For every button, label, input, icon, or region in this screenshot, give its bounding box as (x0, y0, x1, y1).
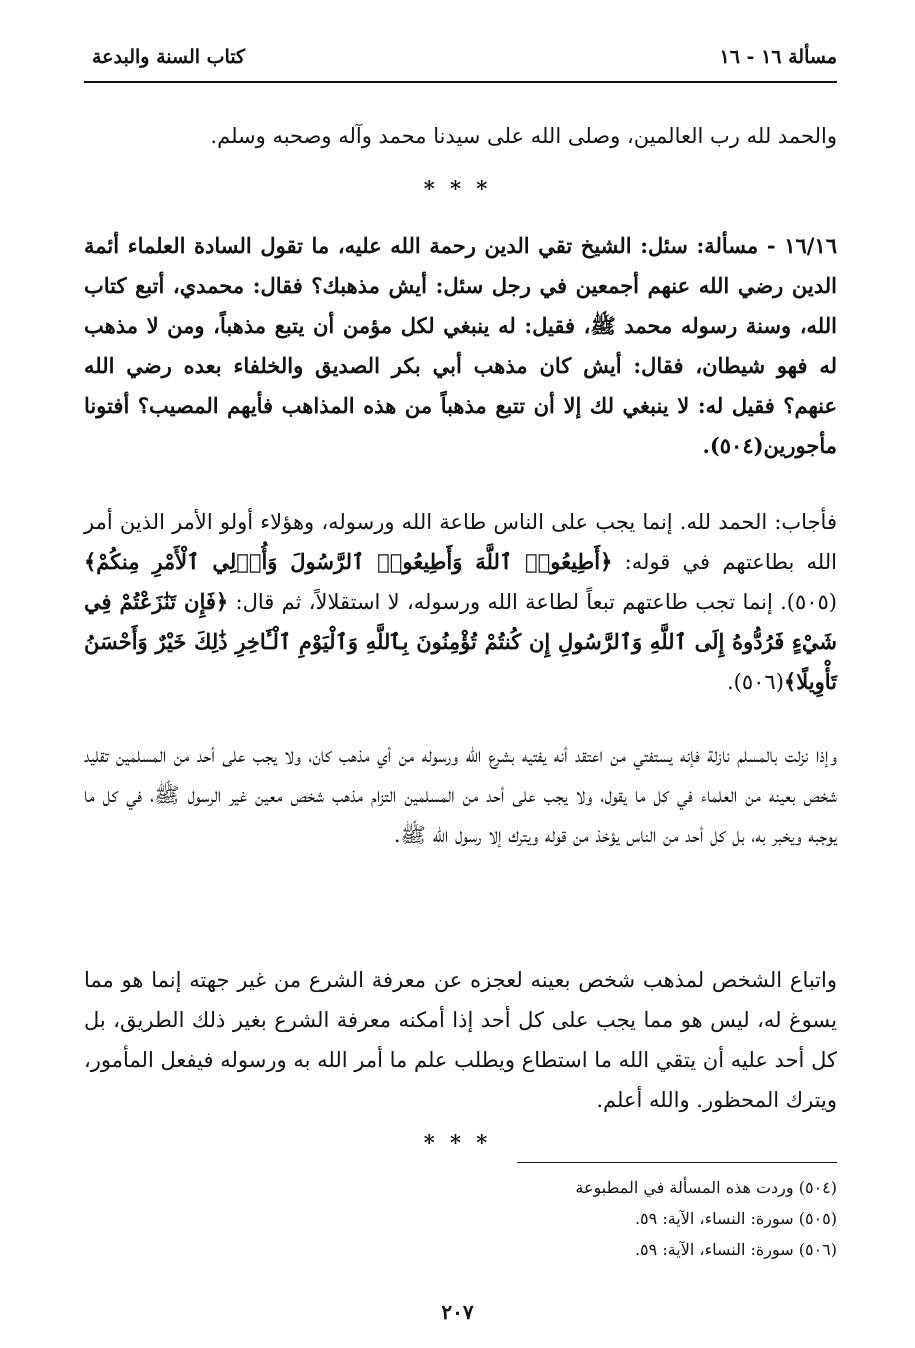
separator-bottom: * * * (423, 1130, 492, 1155)
header-rule (84, 81, 837, 83)
answer-end: (٥٠٦). (727, 670, 784, 694)
footnote-505: (٥٠٥) سورة: النساء، الآية: ٥٩. (634, 1209, 837, 1228)
answer-paragraph (84, 502, 837, 702)
paragraph-3: واتباع الشخص لمذهب شخص بعينه لعجزه عن معرفة الشرع من غير جهته إنما هو مما يسوغ له، ليس هو مما يجب على كل أحد إذا أمكنه معرفة الشرع بغير ذلك الطريق، بل كل أحد عليه أن يتقي الله ما استطاع ويطلب علم ما أمر الله به ورسوله فيفعل المأمور، ويترك المحظور. والله أعلم. (84, 968, 837, 1112)
answer-lead: فأجاب: الحمد لله. إنما يجب على الناس طاعة الله ورسوله، وهؤلاء أولو الأمر الذين أمر الله بطاعتهم في قوله: (84, 510, 837, 574)
footnote-504: (٥٠٤) وردت هذه المسألة في المطبوعة (575, 1178, 837, 1197)
page-number: ٢٠٧ (441, 1300, 474, 1324)
closing-line: والحمد لله رب العالمين، وصلى الله على سيدنا محمد وآله وصحبه وسلم. (210, 124, 837, 148)
footnote-506: (٥٠٦) سورة: النساء، الآية: ٥٩. (634, 1240, 837, 1259)
footnote-rule (517, 1162, 837, 1163)
question-paragraph (84, 226, 837, 466)
question-number: ١٦/١٦ - مسألة (704, 233, 837, 258)
question-text: : سئل: الشيخ تقي الدين رحمة الله عليه، ما تقول السادة العلماء أئمة الدين رضي الله عنهم أجمعين في رجل سئل: أيش مذهبك؟ فقال: محمدي، أتبع كتاب الله، وسنة رسوله محمد ﷺ، فقيل: له ينبغي لكل مؤمن أن يتبع مذهباً، ومن لا مذهب له فهو شيطان، فقال: أيش كان مذهب أبي بكر الصديق والخلفاء بعده رضي الله عنهم؟ فقيل له: لا ينبغي لك إلا أن تتبع مذهباً من هذه المذاهب فأيهم المصيب؟ أفتونا مأجورين(٥٠٤). (84, 233, 837, 458)
book-title: كتاب السنة والبدعة (92, 46, 246, 68)
paragraph-2: وإذا نزلت بالمسلم نازلة فإنه يستفتي من اعتقد أنه يفتيه بشرع الله ورسوله من أي مذهب كان، ولا يجب على أحد من المسلمين تقليد شخص بعينه من العلماء في كل ما يقول، ولا يجب على أحد من المسلمين التزام مذهب شخص معين غير الرسول ﷺ، في كل ما يوجبه ويخبر به، بل كل أحد من الناس يؤخذ من قوله ويترك إلا رسول الله ﷺ. (84, 743, 837, 847)
verse-2: ﴿فَإِن تَنَٰزَعْتُمْ فِي شَيْءٍ فَرُدُّوهُ إِلَى ٱللَّهِ وَٱلرَّسُولِ إِن كُنتُمْ تُؤْمِنُونَ بِٱللَّهِ وَٱلْيَوْمِ ٱلْـَٔاخِرِ ذَٰلِكَ خَيْرٌ وَأَحْسَنُ تَأْوِيلًا﴾ (84, 589, 837, 694)
separator-top: * * * (423, 176, 492, 201)
issue-label: مسألة ١٦ - ١٦ (719, 46, 837, 68)
verse-1: ﴿أَطِيعُوا۟ ٱللَّهَ وَأَطِيعُوا۟ ٱلرَّسُولَ وَأُو۟لِي ٱلْأَمْرِ مِنكُمْ﴾ (84, 549, 613, 574)
answer-mid: (٥٠٥). إنما تجب طاعتهم تبعاً لطاعة الله ورسوله، لا استقلالاً، ثم قال: (235, 590, 837, 614)
